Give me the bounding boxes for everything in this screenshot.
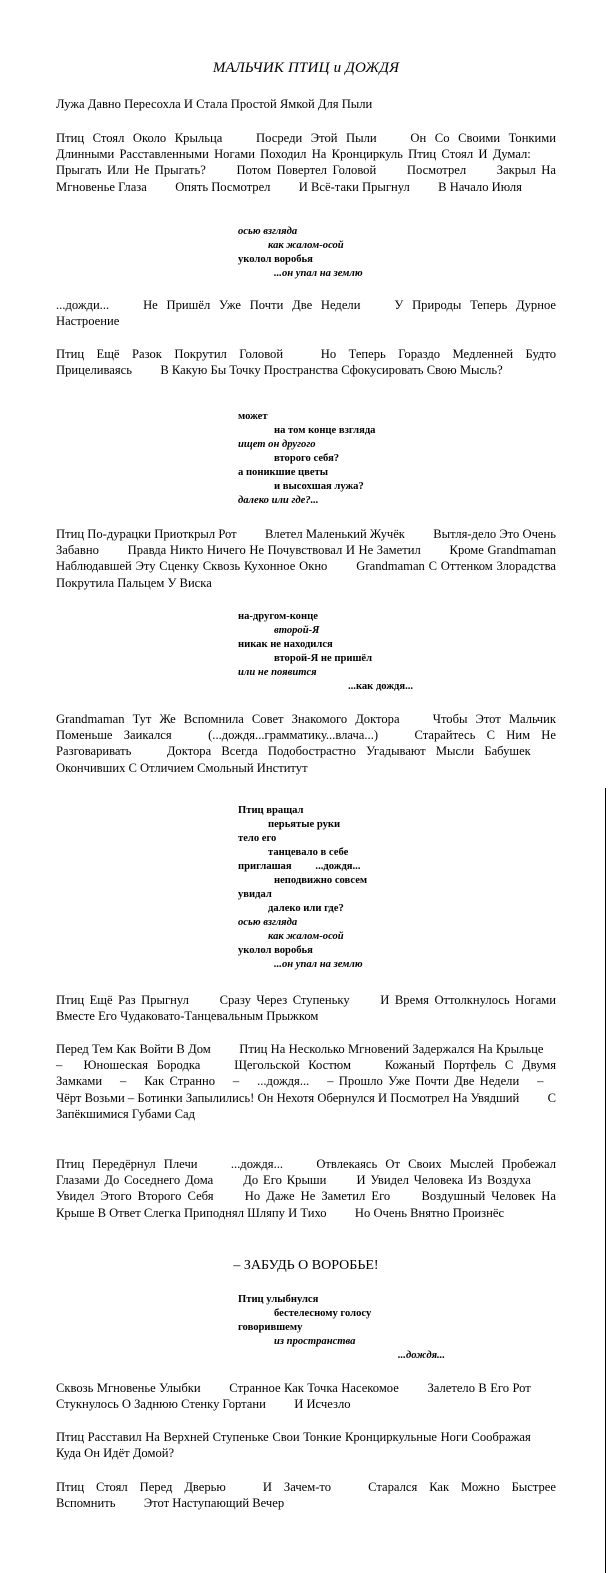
paragraph-5: Птиц По-дурацки Приоткрыл Рот Влетел Маленький Жучёк Вытля-дело Это Очень Забавно Правда Никто Ничего Не Почувствовал И Не Заметил Кроме Grandmaman Наблюдавшей Эту Сценку Сквозь Кухонное Окно Grandmaman С Оттенком Злорадства Покрутила Пальцем У Виска [56,527,556,590]
verse-4-line-8: далеко или где? [268,903,344,914]
verse-2-line-3: ищет он другого [238,439,316,450]
paragraph-2: Птиц Стоял Около Крыльца Посреди Этой Пыли Он Со Своими Тонкими Длинными Расставленными Ногами Походил На Кронциркуль Птиц Стоял И Думал: Прыгать Или Не Прыгать? Потом Повертел Головой Посмотрел Закрыл На Мгновенье Глаза Опять Посмотрел И Всё-таки Прыгнул В Начало Июля [56,131,556,194]
verse-4-line-3: тело его [238,833,277,844]
verse-4-line-1: Птиц вращал [238,805,304,816]
page-edge-rule [605,788,606,1573]
verse-5-line-3: говорившему [238,1322,303,1333]
verse-2-line-6: и высохшая лужа? [274,481,364,492]
verse-3-line-3: никак не находился [238,639,333,650]
verse-1-line-3: уколол воробья [238,254,313,265]
verse-3-line-4: второй-Я не пришёл [274,653,373,664]
paragraph-1: Лужа Давно Пересохла И Стала Простой Ямкой Для Пыли [56,97,373,111]
verse-2-line-7: далеко или где?... [238,495,319,506]
verse-4-line-5: приглашая ...дождя... [238,861,361,872]
paragraph-12: Птиц Стоял Перед Дверью И Зачем-то Старался Как Можно Быстрее Вспомнить Этот Наступающий Вечер [56,1480,556,1511]
verse-4-line-4: танцевало в себе [268,847,349,858]
verse-1-line-4: ...он упал на землю [274,268,363,279]
verse-4-line-12: ...он упал на землю [274,959,363,970]
verse-2-line-1: может [238,411,268,422]
paragraph-9: Птиц Передёрнул Плечи ...дождя... Отвлекаясь От Своих Мыслей Пробежал Глазами До Соседнего Дома До Его Крыши И Увидел Человека Из Воздуха Увидел Этого Второго Себя Но Даже Не Заметил Его Воздушный Человек На Крыше В Ответ Слегка Приподнял Шляпу И Тихо Но Очень Внятно Произнёс [56,1157,556,1220]
verse-5-line-4: из пространства [274,1336,356,1347]
verse-4-line-7: увидал [238,889,272,900]
verse-5-line-5: ...дождя... [398,1350,445,1361]
verse-4-line-11: уколол воробья [238,945,313,956]
document-title: МАЛЬЧИК ПТИЦ и ДОЖДЯ [212,60,400,76]
verse-3-line-5: или не появится [238,667,317,678]
verse-1-line-2: как жалом-осой [268,240,344,251]
paragraph-10: Сквозь Мгновенье Улыбки Странное Как Точка Насекомое Залетело В Его Рот Стукнулось О Заднюю Стенку Гортани И Исчезло [56,1381,556,1412]
verse-2-line-2: на том конце взгляда [274,425,376,436]
paragraph-3: ...дожди... Не Пришёл Уже Почти Две Недели У Природы Теперь Дурное Настроение [56,298,556,329]
verse-3-line-1: на-другом-конце [238,611,318,622]
verse-2 [238,410,518,508]
paragraph-6: Grandmaman Тут Же Вспомнила Совет Знакомого Доктора Чтобы Этот Мальчик Поменьше Заикался (...дождя...грамматику...влача...) Старайтесь С Ним Не Разговаривать Доктора Всегда Подобострастно Угадывают Мысли Бабушек Окончивших С Отличием Смольный Институт [56,712,556,775]
verse-4-line-10: как жалом-осой [268,931,344,942]
verse-2-line-4: второго себя? [274,453,340,464]
verse-5-line-1: Птиц улыбнулся [238,1294,319,1305]
paragraph-11: Птиц Расставил На Верхней Ступеньке Свои Тонкие Кронциркульные Ноги Соображая Куда Он Идёт Домой? [56,1430,556,1461]
verse-5-line-2: бестелесному голосу [274,1308,372,1319]
verse-4-line-9: осью взгляда [238,917,298,928]
verse-1 [238,225,518,281]
paragraph-8: Перед Тем Как Войти В Дом Птиц На Несколько Мгновений Задержался На Крыльце – Юношеская Бородка Щегольской Костюм Кожаный Портфель С Двумя Замками – Как Странно – ...дождя... – Прошло Уже Почти Две Недели – Чёрт Возьми – Ботинки Запылились! Он Нехотя Обернулся И Посмотрел На Увядший С Запёкшимися Губами Сад [56,1042,556,1121]
verse-4 [238,804,518,972]
center-exclamation: – ЗАБУДЬ О ВОРОБЬЕ! [233,1258,379,1273]
verse-2-line-5: а поникшие цветы [238,467,329,478]
verse-3-line-6: ...как дождя... [348,681,414,692]
verse-4-line-6: неподвижно совсем [274,875,368,886]
verse-3-line-2: второй-Я [274,625,320,636]
paragraph-4: Птиц Ещё Разок Покрутил Головой Но Теперь Гораздо Медленней Будто Прицеливаясь В Какую Бы Точку Пространства Сфокусировать Свою Мысль? [56,347,556,378]
paragraph-7: Птиц Ещё Раз Прыгнул Сразу Через Ступеньку И Время Оттолкнулось Ногами Вместе Его Чудаковато-Танцевальным Прыжком [56,993,556,1024]
verse-1-line-1: осью взгляда [238,226,298,237]
verse-5 [238,1293,518,1363]
verse-4-line-2: перьятые руки [268,819,341,830]
verse-3 [238,610,518,694]
